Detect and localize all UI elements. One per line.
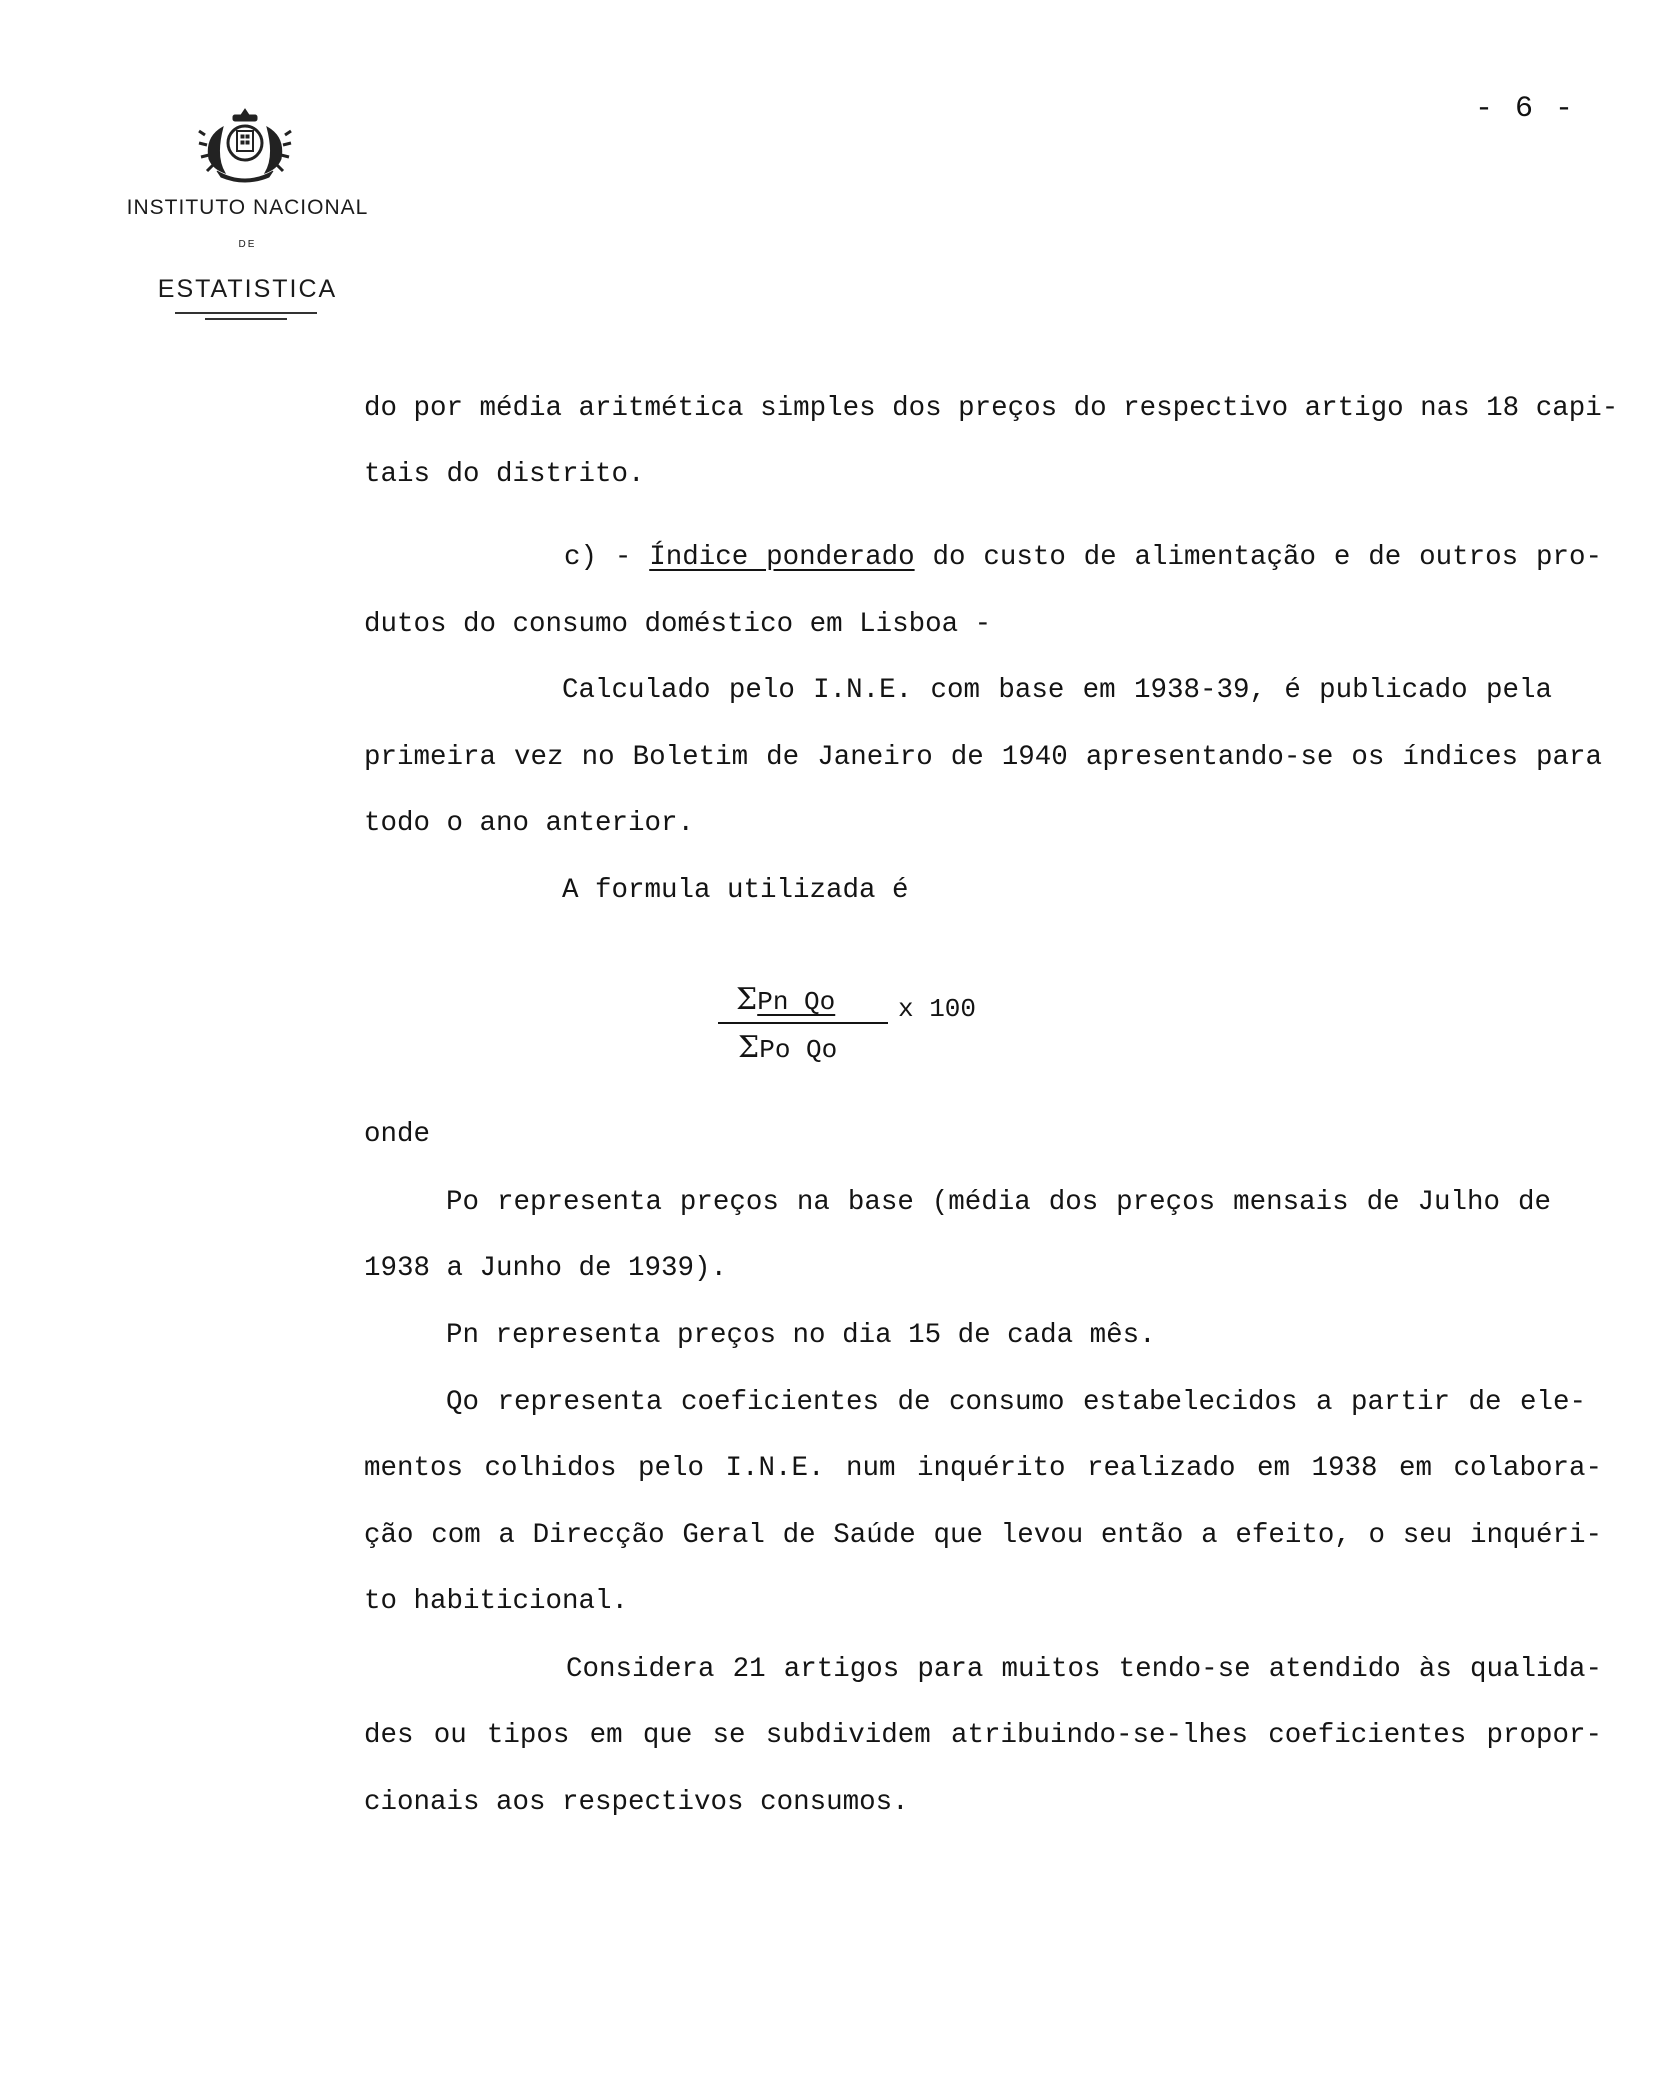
header-rule-bottom [205, 318, 287, 320]
coat-of-arms-emblem [195, 105, 295, 185]
sigma-symbol: Σ [738, 1030, 760, 1065]
formula-numerator [736, 982, 835, 1017]
text-line: dutos do consumo doméstico em Lisboa - [364, 609, 992, 640]
page-number: - 6 - [1475, 92, 1576, 126]
definition-po-line: Po representa preços na base (média dos preços mensais de Julho de [446, 1187, 1551, 1218]
index-formula [718, 978, 1078, 1078]
text-line: des ou tipos em que se subdividem atribuindo-se-lhes coeficientes propor- [364, 1720, 1602, 1751]
text-line: do por média aritmética simples dos preços do respectivo artigo nas 18 capi- [364, 393, 1619, 424]
numerator-text: Pn Qo [757, 987, 836, 1017]
heading-continuation: do custo de alimentação e de outros pro- [914, 542, 1602, 573]
text-line: todo o ano anterior. [364, 808, 695, 839]
paragraph-start-line: Calculado pelo I.N.E. com base em 1938-39, é publicado pela [562, 675, 1552, 706]
text-line: primeira vez no Boletim de Janeiro de 1940 apresentando-se os índices para [364, 742, 1602, 773]
definition-pn-line: Pn representa preços no dia 15 de cada mês. [446, 1320, 1156, 1351]
institution-connector: DE [238, 239, 257, 250]
formula-denominator [738, 1030, 837, 1065]
definition-qo-line: Qo representa coeficientes de consumo estabelecidos a partir de ele- [446, 1387, 1586, 1418]
paragraph-start-line: Considera 21 artigos para muitos tendo-se atendido às qualida- [566, 1654, 1602, 1685]
text-line: ção com a Direcção Geral de Saúde que levou então a efeito, o seu inquéri- [364, 1520, 1602, 1551]
sigma-symbol: Σ [736, 982, 758, 1017]
section-heading-line [564, 541, 1602, 575]
institution-name: INSTITUTO NACIONAL [126, 196, 369, 219]
text-line: tais do distrito. [364, 459, 645, 490]
header-rule-top [175, 312, 317, 314]
formula-intro-line: A formula utilizada é [562, 875, 909, 906]
text-line: 1938 a Junho de 1939). [364, 1253, 728, 1284]
institution-subtitle: ESTATISTICA [157, 275, 338, 303]
denominator-text: Po Qo [759, 1035, 838, 1065]
formula-multiplier: x 100 [898, 994, 977, 1024]
text-line: onde [364, 1119, 431, 1150]
text-line: mentos colhidos pelo I.N.E. num inquérito realizado em 1938 em colabora- [364, 1453, 1602, 1484]
item-marker: c) - [564, 542, 650, 573]
text-line: to habiticional. [364, 1586, 629, 1617]
fraction-bar [718, 1022, 888, 1024]
section-heading-underlined: Índice ponderado [649, 542, 915, 573]
text-line: cionais aos respectivos consumos. [364, 1787, 909, 1818]
